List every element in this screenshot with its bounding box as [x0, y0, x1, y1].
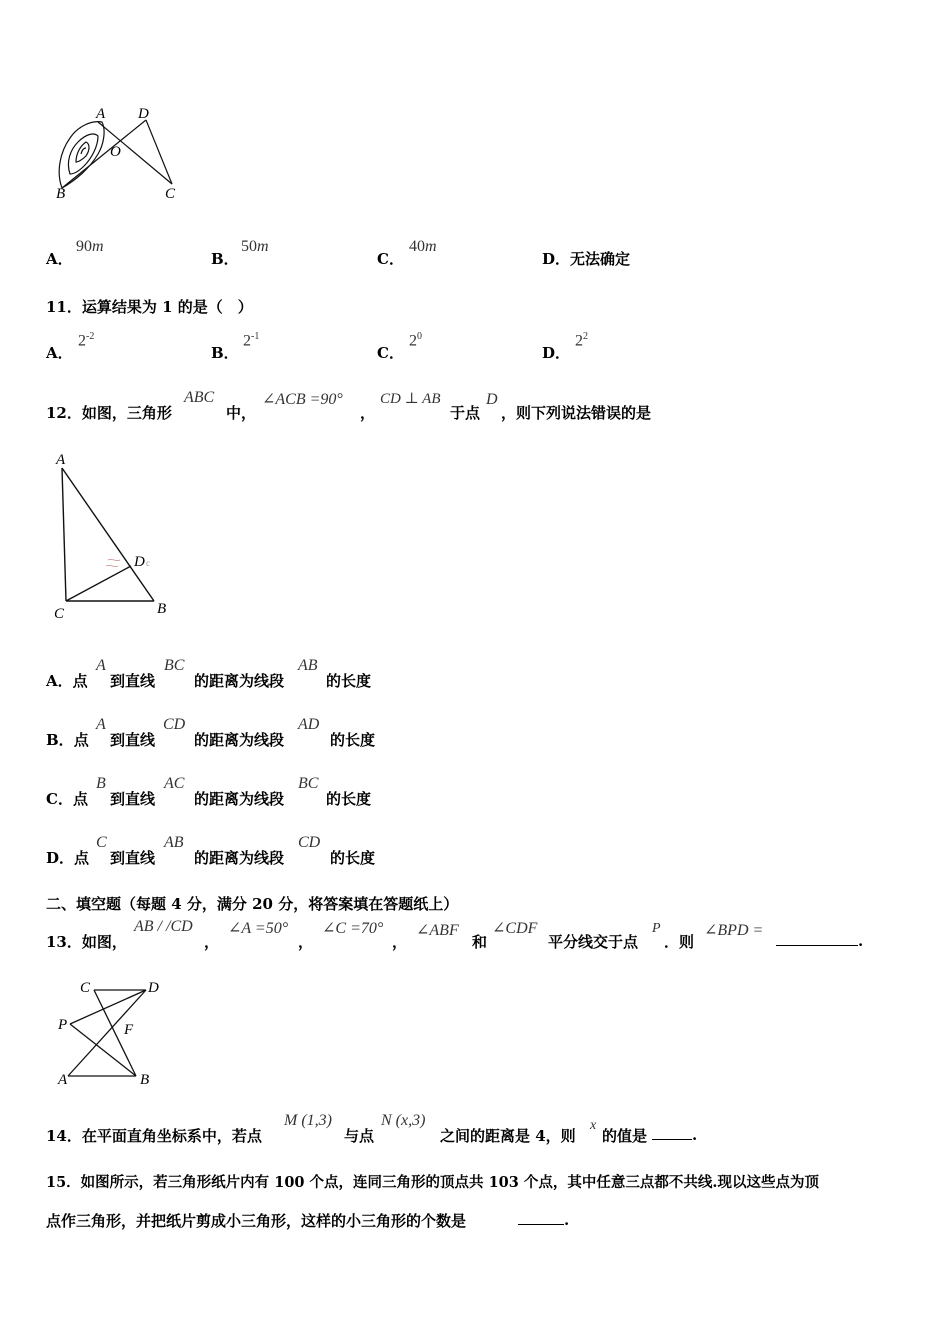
- q14-mid: 之间的距离是 4，则: [440, 1127, 576, 1145]
- q13-cdf: ∠CDF: [492, 920, 538, 937]
- q13-p: P: [652, 921, 661, 936]
- q13-prefix: 13．如图，: [46, 933, 127, 951]
- q12-foot: 于点: [450, 404, 481, 422]
- option-letter: B．: [211, 250, 239, 268]
- q14-point-n: N (x,3): [381, 1112, 426, 1129]
- q12-option-b-seg: AD: [298, 716, 320, 733]
- q12-option-c-line: AC: [164, 775, 185, 792]
- q12-option-a-line: BC: [164, 657, 185, 674]
- q11-option-d-value: $2^2$: [575, 331, 588, 350]
- q12-label-c: C: [54, 606, 65, 622]
- q12-option-a-p2: 到直线: [110, 672, 156, 690]
- q14-prefix: 14．在平面直角坐标系中，若点: [46, 1127, 262, 1145]
- q10-label-c: C: [165, 186, 176, 202]
- option-letter: A．: [46, 250, 73, 268]
- q12-option-a-p3: 的距离为线段: [194, 672, 285, 690]
- q13-angle-c: ∠C =70°: [322, 920, 384, 937]
- q14-suffix: 的值是: [602, 1127, 648, 1145]
- q13-label-d: D: [148, 980, 159, 996]
- q13-abf: ∠ABF: [416, 922, 459, 939]
- q12-comma: ，: [360, 404, 376, 422]
- q11-option-c: C．: [377, 344, 404, 362]
- q12-point: D: [486, 391, 498, 408]
- q12-option-d-p3: 的距离为线段: [194, 849, 285, 867]
- q12-suffix: ，则下列说法错误的是: [501, 404, 652, 422]
- q13-label-a: A: [58, 1072, 68, 1088]
- q13-label-p: P: [58, 1017, 68, 1033]
- q10-figure: [48, 100, 198, 205]
- q13-c3: ，: [392, 933, 408, 951]
- q12-prefix: 12．如图，三角形: [46, 404, 172, 422]
- q12-mid: 中，: [226, 404, 257, 422]
- q10-option-c-value: 40m: [409, 238, 437, 255]
- q15-answer-blank[interactable]: .: [518, 1210, 569, 1229]
- q13-angle-a: ∠A =50°: [228, 920, 289, 937]
- q10-option-d: [542, 248, 630, 269]
- q13-label-b: B: [140, 1072, 150, 1088]
- q13-c2: ，: [298, 933, 314, 951]
- option-letter: D．: [542, 250, 571, 268]
- q10-option-b-value: 50m: [241, 238, 269, 255]
- q12-option-c-p3: 的距离为线段: [194, 790, 285, 808]
- q14-answer-blank[interactable]: .: [652, 1125, 697, 1144]
- q12-option-c-point: B: [96, 775, 106, 792]
- q12-label-b: B: [157, 601, 167, 617]
- option-letter: C．: [377, 250, 404, 268]
- q11-option-a: A．: [46, 344, 73, 362]
- q10-option-c: [377, 248, 404, 269]
- q12-option-c-p2: 到直线: [110, 790, 156, 808]
- q12-option-b-p2: 到直线: [110, 731, 156, 749]
- q10-option-b: [211, 248, 239, 269]
- svg-text:c: c: [146, 558, 150, 568]
- q12-option-a-p4: 的长度: [326, 672, 372, 690]
- q10-label-a: A: [96, 106, 106, 122]
- q11-option-b-value: $2^{-1}$: [243, 331, 260, 350]
- q12-option-b-line: CD: [163, 716, 186, 733]
- q13-figure: [54, 972, 169, 1090]
- q12-option-d-point: C: [96, 834, 107, 851]
- q12-option-c-p4: 的长度: [326, 790, 372, 808]
- q12-option-d-p4: 的长度: [330, 849, 376, 867]
- q10-option-a: [46, 248, 73, 269]
- q13-bpd: ∠BPD =: [704, 922, 764, 939]
- q12-option-c: C．点: [46, 790, 88, 808]
- q13-label-f: F: [124, 1022, 134, 1038]
- q10-label-b: B: [56, 186, 66, 202]
- q14-x: x: [590, 1118, 597, 1133]
- q12-option-a-point: A: [96, 657, 106, 674]
- q12-option-a-seg: AB: [298, 657, 318, 674]
- q11-option-c-value: $2^0$: [409, 331, 422, 350]
- q12-label-d: D: [134, 554, 145, 570]
- q14-point-m: M (1,3): [284, 1112, 332, 1129]
- section-title: 二、填空题（每题 4 分，满分 20 分，将答案填在答题纸上）: [46, 895, 459, 913]
- q12-figure: [48, 448, 178, 624]
- q10-label-d: D: [138, 106, 149, 122]
- q12-option-b-point: A: [96, 716, 106, 733]
- q12-option-d-line: AB: [164, 834, 184, 851]
- q13-then: ．则: [664, 933, 695, 951]
- q13-bis: 平分线交于点: [548, 933, 639, 951]
- q13-parallel: AB / /CD: [134, 918, 193, 935]
- q12-option-d-p2: 到直线: [110, 849, 156, 867]
- q12-option-d: D．点: [46, 849, 90, 867]
- q11-option-a-value: $2^{-2}$: [78, 331, 95, 350]
- q12-option-b-p3: 的距离为线段: [194, 731, 285, 749]
- q12-option-b-p4: 的长度: [330, 731, 376, 749]
- q15-line2: 点作三角形，并把纸片剪成小三角形，这样的小三角形的个数是: [46, 1212, 467, 1230]
- option-text: 无法确定: [570, 250, 631, 268]
- q10-label-o: O: [110, 144, 121, 160]
- q15-line1: 15．如图所示，若三角形纸片内有 100 个点，连同三角形的顶点共 103 个点，其中任意三点都不共线.现以这些点为顶: [46, 1174, 819, 1191]
- q13-label-c: C: [80, 980, 91, 996]
- q12-option-b: B．点: [46, 731, 89, 749]
- q12-option-a: A．点: [46, 672, 88, 690]
- q12-perp: CD ⊥ AB: [380, 391, 441, 407]
- q14-with: 与点: [344, 1127, 375, 1145]
- q13-and: 和: [472, 933, 488, 951]
- q13-answer-blank[interactable]: .: [776, 931, 863, 950]
- q11-option-b: B．: [211, 344, 239, 362]
- q11-stem: 11．运算结果为 1 的是（ ）: [46, 298, 253, 316]
- q10-option-a-value: 90m: [76, 238, 104, 255]
- q12-angle: ∠ACB =90°: [262, 391, 343, 408]
- q11-option-d: D．: [542, 344, 571, 362]
- q12-label-a: A: [56, 452, 66, 468]
- q12-triangle: ABC: [184, 389, 215, 406]
- q12-option-c-seg: BC: [298, 775, 319, 792]
- q13-c1: ，: [204, 933, 220, 951]
- q12-option-d-seg: CD: [298, 834, 321, 851]
